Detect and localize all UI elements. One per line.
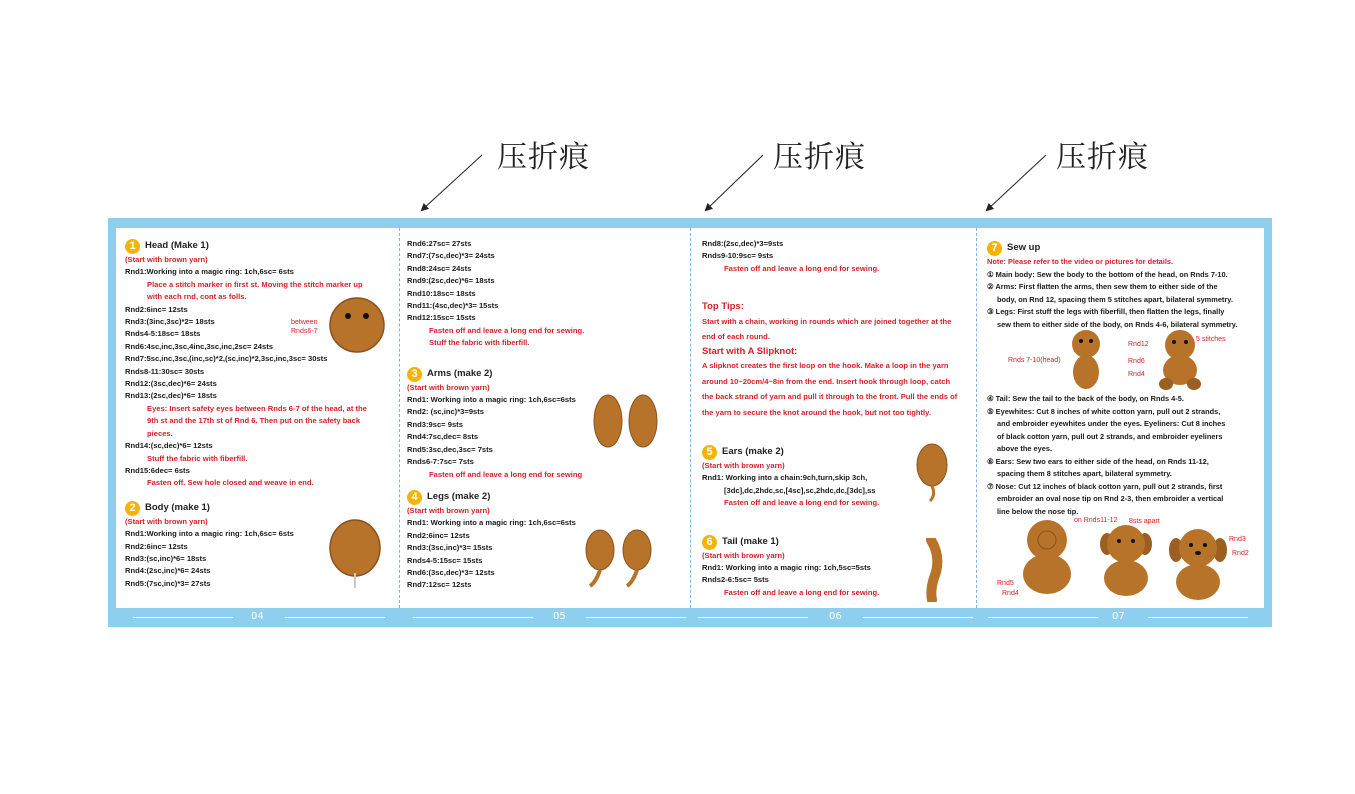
sewup-step-7b: embroider an oval nose tip on Rnd 2-3, then embroider a vertical <box>997 494 1224 503</box>
legs-fasten-note: Fasten off and leave a long end for sewing. <box>724 263 880 273</box>
head-rnd1-note-b: with each rnd, cont as folls. <box>147 292 247 302</box>
step-badge: 6 <box>702 535 717 550</box>
arms-rnd6-7: Rnds6-7:7sc= 7sts <box>407 457 474 467</box>
tail-start: (Start with brown yarn) <box>702 550 785 560</box>
legs-start: (Start with brown yarn) <box>407 505 490 515</box>
sewup-step-5a: ⑤ Eyewhites: Cut 8 inches of white cotton yarn, pull out 2 strands, <box>987 406 1221 416</box>
body-rnd2: Rnd2:6inc= 12sts <box>125 541 188 551</box>
panel-page-05 <box>407 238 584 592</box>
crease-label-2: 压折痕 <box>773 140 866 175</box>
crease-arrows <box>0 0 1355 230</box>
head-stuff-note: Stuff the fabric with fiberfill. <box>147 453 248 463</box>
crease-arrow-1 <box>422 155 482 210</box>
body-rnd12: Rnd12:15sc= 15sts <box>407 313 476 323</box>
body-rnd6: Rnd6:27sc= 27sts <box>407 239 472 248</box>
arms-rnd2: Rnd2: (sc,inc)*3=9sts <box>407 407 485 417</box>
legs-rnd8: Rnd8:(2sc,dec)*3=9sts <box>702 239 784 248</box>
step-badge: 1 <box>125 239 140 254</box>
arms-photo <box>591 393 661 458</box>
body-rnd1: Rnd1:Working into a magic ring: 1ch,6sc= 6sts <box>125 529 294 539</box>
sewup-step-5c: of black cotton yarn, pull out 2 strands, and embroider eyeliners <box>997 431 1223 441</box>
tail-photo <box>916 538 946 602</box>
body-rnd3: Rnd3:(sc,inc)*6= 18sts <box>125 553 207 563</box>
assembly-photo-side <box>1166 526 1230 602</box>
assembly-photo-body <box>1066 328 1106 390</box>
page-number-04: 04 <box>251 611 264 622</box>
body-photo <box>328 518 383 590</box>
step-badge: 7 <box>987 241 1002 256</box>
tail-title: Tail (make 1) <box>722 535 779 547</box>
tail-fasten-note: Fasten off and leave a long end for sewing. <box>724 587 880 597</box>
annotation-rnd4-bottom: Rnd4 <box>1002 590 1019 597</box>
head-rnd8-11: Rnds8-11:30sc= 30sts <box>125 366 205 376</box>
head-rnd15: Rnd15:6dec= 6sts <box>125 465 190 475</box>
sewup-step-6a: ⑥ Ears: Sew two ears to either side of the head, on Rnds 11-12, <box>987 456 1209 466</box>
sewup-step-2a: ② Arms: First flatten the arms, then sew them to either side of the <box>987 282 1218 291</box>
annotation-rnd6: Rnd6 <box>1128 358 1145 365</box>
body-rnd10: Rnd10:18sc= 18sts <box>407 288 476 298</box>
slipknot-title: Start with A Slipknot: <box>702 345 798 357</box>
fold-line-2 <box>690 228 691 608</box>
arms-rnd4: Rnd4:7sc,dec= 8sts <box>407 432 479 442</box>
annotation-rnd3: Rnd3 <box>1229 536 1246 543</box>
body-fasten-note: Fasten off and leave a long end for sewing. <box>429 325 585 335</box>
annotation-rnd12: Rnd12 <box>1128 341 1149 348</box>
annotation-rnd5: Rnd5 <box>997 580 1014 587</box>
body-rnd9: Rnd9:(2sc,dec)*6= 18sts <box>407 276 495 286</box>
tail-rnd1: Rnd1: Working into a magic ring: 1ch,5sc=5sts <box>702 563 871 573</box>
legs-rnd6: Rnd6:(3sc,dec)*3= 12sts <box>407 567 495 577</box>
sewup-step-5d: above the eyes. <box>997 444 1053 453</box>
slipknot-d: the yarn to secure the knot around the hook, but not too tightly. <box>702 407 931 417</box>
annotation-rnds-7-10: Rnds 7-10(head) <box>1008 357 1061 364</box>
head-start: (Start with brown yarn) <box>125 255 208 264</box>
legs-rnd7: Rnd7:12sc= 12sts <box>407 580 472 590</box>
page-number-07: 07 <box>1112 611 1125 622</box>
sewup-step-7c: line below the nose tip. <box>997 506 1079 516</box>
slipknot-b: around 10~20cm/4~8in from the end. Insert hook through loop, catch <box>702 376 951 386</box>
sheet-content <box>116 228 1264 608</box>
annotation-5-stitches: 5 stitches <box>1196 336 1226 343</box>
sewup-title: Sew up <box>1007 242 1041 254</box>
body-rnd7: Rnd7:(7sc,dec)*3= 24sts <box>407 251 495 261</box>
legs-photo <box>582 528 657 590</box>
slipknot-a: A slipknot creates the first loop on the hook. Make a loop in the yarn <box>702 361 949 371</box>
step-badge: 3 <box>407 367 422 382</box>
body-rnd11: Rnd11:(4sc,dec)*3= 15sts <box>407 301 499 311</box>
top-tips-a: Start with a chain, working in rounds which are joined together at the <box>702 316 952 326</box>
top-tips-b: end of each round. <box>702 331 770 341</box>
head-annotation-a: between <box>291 319 318 326</box>
annotation-rnd4: Rnd4 <box>1128 371 1145 378</box>
annotation-rnd2: Rnd2 <box>1232 550 1249 557</box>
fold-line-1 <box>399 228 400 608</box>
sewup-step-5b: and embroider eyewhites under the eyes. Eyeliners: Cut 8 inches <box>997 419 1226 428</box>
head-rnd12: Rnd12:(3sc,dec)*6= 24sts <box>125 379 217 389</box>
legs-rnd2: Rnd2:6inc= 12sts <box>407 530 470 540</box>
head-rnd4-5: Rnds4-5:18sc= 18sts <box>125 329 201 339</box>
sewup-step-7a: ⑦ Nose: Cut 12 inches of black cotton yarn, pull out 2 strands, first <box>987 481 1223 491</box>
step-badge: 4 <box>407 490 422 505</box>
ears-title: Ears (make 2) <box>722 446 784 458</box>
fold-line-3 <box>976 228 977 608</box>
head-rnd7: Rnd7:5sc,inc,3sc,(inc,sc)*2,(sc,inc)*2,3sc,inc,3sc= 30sts <box>125 354 328 364</box>
sewup-step-3b: sew them to either side of the body, on Rnds 4-6, bilateral symmetry. <box>997 319 1238 329</box>
arms-start: (Start with brown yarn) <box>407 382 490 392</box>
ears-rnd1-b: [3dc],dc,2hdc,sc,[4sc],sc,2hdc,dc,[3dc],ss <box>724 485 876 495</box>
page-number-06: 06 <box>829 611 842 622</box>
body-rnd8: Rnd8:24sc= 24sts <box>407 263 472 273</box>
head-rnd14: Rnd14:(sc,dec)*6= 12sts <box>125 441 213 451</box>
sewup-heading <box>987 241 1237 256</box>
arms-title: Arms (make 2) <box>427 367 493 379</box>
body-title: Body (make 1) <box>145 502 210 514</box>
head-rnd6: Rnd6:4sc,inc,3sc,4inc,3sc,inc,2sc= 24sts <box>125 341 273 351</box>
step-badge: 2 <box>125 501 140 516</box>
slipknot-c: the back strand of yarn and pull it through to the front. Pull the ends of <box>702 392 958 402</box>
top-tips-title: Top Tips: <box>702 301 744 313</box>
tail-rnd2-6: Rnds2-6:5sc= 5sts <box>702 575 769 585</box>
sewup-step-3a: ③ Legs: First stuff the legs with fiberfill, then flatten the legs, finally <box>987 307 1225 316</box>
body-heading <box>125 501 367 516</box>
legs-rnd3: Rnd3:(3sc,inc)*3= 15sts <box>407 543 493 553</box>
head-title: Head (Make 1) <box>145 240 209 252</box>
assembly-photo-front <box>1096 522 1156 600</box>
sewup-note: Note: Please refer to the video or pictures for details. <box>987 257 1174 266</box>
arms-rnd5: Rnd5:3sc,dec,3sc= 7sts <box>407 444 493 454</box>
body-rnd4: Rnd4:(2sc,inc)*6= 24sts <box>125 566 211 576</box>
arms-fasten-note: Fasten off and leave a long end for sewing <box>429 469 583 479</box>
sewup-step-6b: spacing them 8 stitches apart, bilateral symmetry. <box>997 469 1172 478</box>
arms-rnd3: Rnd3:9sc= 9sts <box>407 419 463 429</box>
eyes-note-a: Eyes: Insert safety eyes between Rnds 6-7 of the head, at the <box>147 403 367 413</box>
ears-rnd1: Rnd1: Working into a chain:9ch,turn,skip 3ch, <box>702 473 868 483</box>
crease-arrow-3 <box>987 155 1046 210</box>
sewup-step-1: ① Main body: Sew the body to the bottom of the head, on Rnds 7-10. <box>987 269 1228 279</box>
crease-label-3: 压折痕 <box>1056 140 1149 175</box>
crease-arrow-2 <box>706 155 763 210</box>
annotation-8sts-apart: 8sts apart <box>1129 518 1160 525</box>
legs-rnd1: Rnd1: Working into a magic ring: 1ch,6sc=6sts <box>407 518 576 528</box>
arms-heading <box>407 367 584 382</box>
legs-title: Legs (make 2) <box>427 491 491 503</box>
ears-fasten-note: Fasten off and leave a long end for sewing. <box>724 498 880 508</box>
sewup-step-2b: body, on Rnd 12, spacing them 5 stitches apart, bilateral symmetry. <box>997 294 1233 304</box>
arms-rnd1: Rnd1: Working into a magic ring: 1ch,6sc=6sts <box>407 395 576 405</box>
body-rnd5: Rnd5:(7sc,inc)*3= 27sts <box>125 578 211 588</box>
eyes-note-b: 9th st and the 17th st of Rnd 6. Then put on the safety back <box>147 416 361 426</box>
head-photo <box>328 296 386 354</box>
head-heading <box>125 239 367 254</box>
body-start: (Start with brown yarn) <box>125 516 208 526</box>
legs-rnd9-10: Rnds9-10:9sc= 9sts <box>702 251 774 261</box>
head-rnd3: Rnd3:(3inc,3sc)*2= 18sts <box>125 317 215 327</box>
annotation-rnds-11-12: on Rnds11-12 <box>1074 517 1118 524</box>
legs-rnd4-5: Rnds4-5:15sc= 15sts <box>407 555 483 565</box>
step-badge: 5 <box>702 445 717 460</box>
crease-label-1: 压折痕 <box>497 140 590 175</box>
legs-heading <box>407 490 584 505</box>
head-fasten-note: Fasten off. Sew hole closed and weave in end. <box>147 478 314 488</box>
head-rnd13: Rnd13:(2sc,dec)*6= 18sts <box>125 391 217 401</box>
head-rnd1-note-a: Place a stitch marker in first st. Moving the stitch marker up <box>147 279 363 289</box>
eyes-note-c: pieces. <box>147 428 173 438</box>
ear-photo <box>914 443 950 503</box>
pattern-sheet <box>108 218 1272 627</box>
body-stuff-note: Stuff the fabric with fiberfill. <box>429 338 530 348</box>
assembly-photo-back <box>1016 518 1078 596</box>
page-number-05: 05 <box>553 611 566 622</box>
head-rnd2: Rnd2:6inc= 12sts <box>125 304 188 314</box>
sewup-step-4: ④ Tail: Sew the tail to the back of the body, on Rnds 4-5. <box>987 394 1184 403</box>
head-annotation-b: Rnds6-7 <box>291 328 318 335</box>
ears-start: (Start with brown yarn) <box>702 461 785 471</box>
head-rnd1: Rnd1:Working into a magic ring: 1ch,6sc= 6sts <box>125 267 294 277</box>
page-footer <box>108 611 1272 625</box>
